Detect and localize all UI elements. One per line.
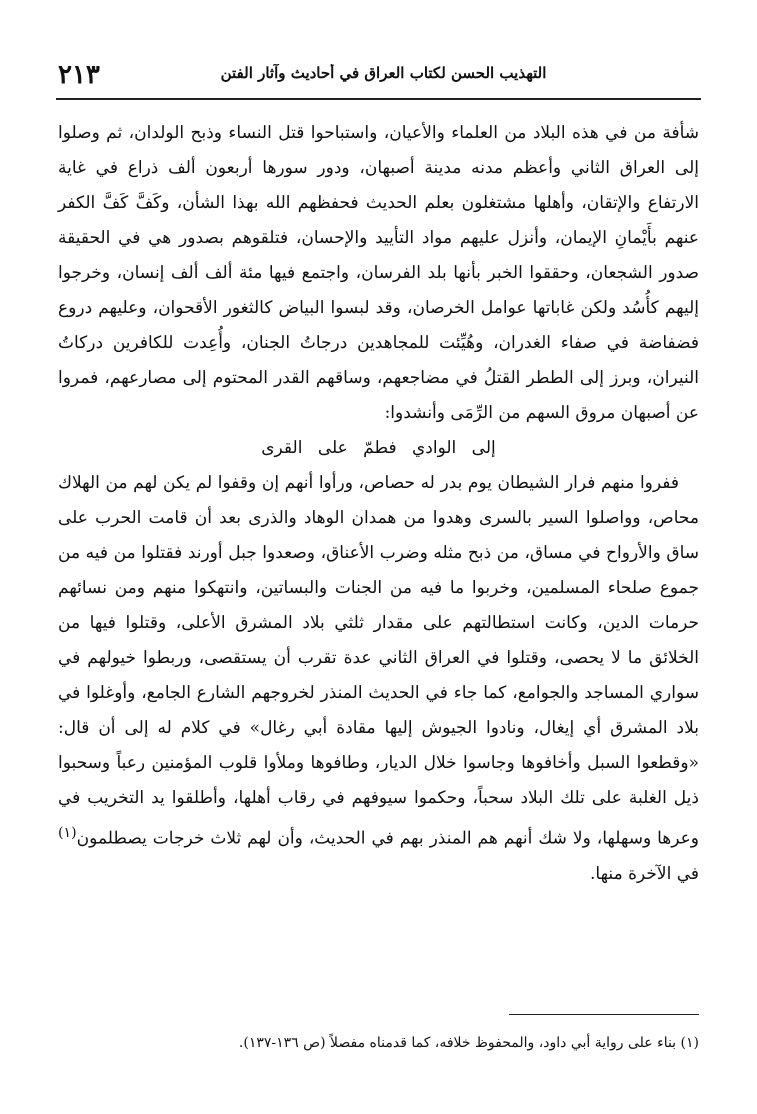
paragraph-2-text: ففروا منهم فرار الشيطان يوم بدر له حصاص، ورأوا أنهم إن وقفوا لم يكن لهم من الهلاك محاص، وواصلوا السير بالسرى وهدوا من همدان الوهاد والذرى بعد أن قامت الحرب على ساق والأرواح في مساق، من ذبح مثله وضرب الأعناق، وصعدوا جبل أورند فقتلوا من فيه من جموع صلحاء المسلمين، وخربوا ما فيه من الجنات والبساتين، وانتهكوا منهم ومن نسائهم حرمات الدين، وكانت استطالتهم على مقدار ثلثي بلاد المشرق الأعلى، وقتلوا فيها من الخلائق ما لا يحصى، وقتلوا في العراق الثاني عدة تقرب أن يستقصى، وربطوا خيولهم في سواري المساجد والجوامع، كما جاء في الحديث المنذر لخروجهم الشارع الجامع، وأوغلوا في بلاد المشرق أي إيغال، ونادوا الجيوش إليها مقادة أبي رغال» في كلام له إلى أن قال: «وقطعوا السبل وأخافوها وجاسوا خلال الديار، وطافوها وملأوا قلوب المؤمنين رعباً وسحبوا ذيل الغلبة على تلك البلاد سحباً، وحكموا سيوفهم في رقاب أهلها، وأطلقوا يد التخريب في وعرها وسهلها، ولا شك أنهم هم المنذر بهم في الحديث، وأن لهم ثلاث خرجات يصطلمون xyxy=(58,473,700,849)
paragraph-2 xyxy=(58,466,699,892)
footnote-divider xyxy=(509,1014,699,1015)
page-header xyxy=(56,58,701,100)
paragraph-1: شأفة من في هذه البلاد من العلماء والأعيان، واستباحوا قتل النساء وذبح الولدان، ثم وصلوا إلى العراق الثاني وأعظم مدنه مدينة أصبهان، ودور سورها أربعون ألف ذراع في غاية الارتفاع والإتقان، وأهلها مشتغلون بعلم الحديث فحفظهم الله بهذا الشأن، وكَفَّ كَفَّ الكفر عنهم بأَيْمانِ الإيمان، وأنزل عليهم مواد التأييد والإحسان، فتلقوهم بصدور هي في الحقيقة صدور الشجعان، وحققوا الخبر بأنها بلد الفرسان، واجتمع فيها مئة ألف ألف إنسان، وخرجوا إليهم كأُسُد ولكن غاباتها عوامل الخرصان، وقد لبسوا البياض كالثغور الأقحوان، وعليهم دروع فضفاضة في صفاء الغدران، وهُيِّئت للمجاهدين درجاتُ الجنان، وأُعِدت للكافرين دركاتُ النيران، وبرز إلى الططر القتلُ في مضاجعهم، وساقهم القدر المحتوم إلى مصارعهم، فمروا عن أصبهان مروق السهم من الرِّمَى وأنشدوا: xyxy=(58,123,699,423)
verse-line: إلى الوادي فطمّ على القرى xyxy=(261,438,496,458)
paragraph-2-end: في الآخرة منها. xyxy=(590,863,699,884)
running-title: التهذيب الحسن لكتاب العراق في أحاديث وآثار الفتن xyxy=(220,64,547,82)
footnote: (١) بناء على رواية أبي داود، والمحفوظ خلافه، كما قدمناه مفصلاً (ص ١٣٦-١٣٧). xyxy=(238,1035,699,1051)
page-number: ٢١٣ xyxy=(58,60,100,90)
main-text xyxy=(58,116,699,892)
footnote-reference[interactable]: (١) xyxy=(58,825,77,841)
